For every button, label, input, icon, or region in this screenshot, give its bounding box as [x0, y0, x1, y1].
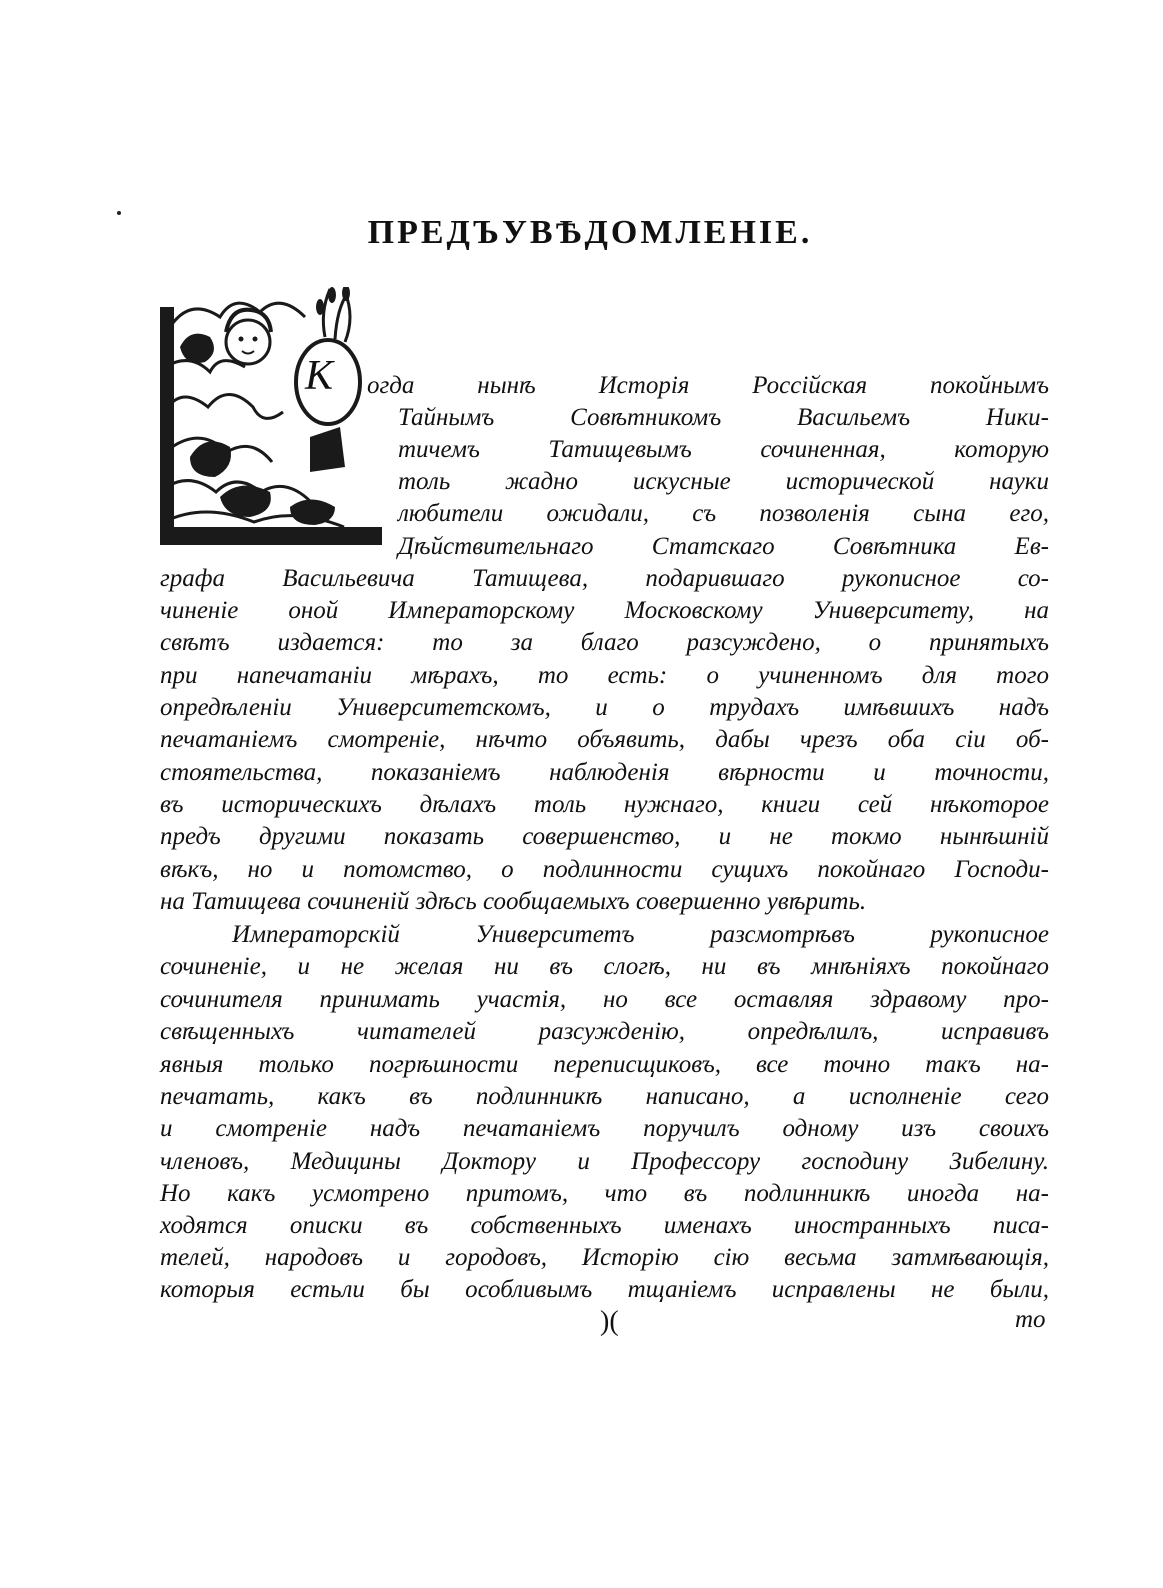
text-line: на Татищева сочиненій здѣсь сообщаемыхъ совершенно увѣрить.	[160, 888, 867, 915]
text-line: печатать, какъ въ подлинникѣ написано, а исполненіе сего	[160, 1083, 1049, 1110]
text-line: въ историческихъ дѣлахъ толь нужнаго, книги сей нѣкоторое	[160, 791, 1049, 818]
text-line: свѣтъ издается: то за благо разсуждено, о принятыхъ	[160, 629, 1049, 656]
text-line: графа Васильевича Татищева, подарившаго рукописное со-	[160, 565, 1049, 592]
text-line: Императорскій Университетъ разсмотрѣвъ рукописное	[232, 921, 1049, 948]
text-line: Тайнымъ Совѣтникомъ Васильемъ Ники-	[398, 404, 1049, 431]
text-line: толь жадно искусные исторической науки	[398, 468, 1049, 495]
text-line: огда нынѣ Исторія Россійская покойнымъ	[367, 372, 1049, 399]
text-line: при напечатаніи мѣрахъ, то есть: о учиненномъ для того	[160, 662, 1049, 689]
text-line: тичемъ Татищевымъ сочиненная, которую	[398, 436, 1049, 463]
text-line: любители ожидали, съ позволенія сына его,	[398, 500, 1049, 527]
text-line: предъ другими показать совершенство, и не токмо нынѣшній	[160, 823, 1049, 850]
text-line: членовъ, Медицины Доктору и Профессору господину Зибелину.	[160, 1148, 1049, 1175]
text-line: которыя естьли бы особливымъ тщаніемъ исправлены не были,	[160, 1276, 1049, 1303]
text-line: Дѣйствительнаго Статскаго Совѣтника Ев-	[398, 533, 1049, 560]
ornamental-initial-vignette	[160, 287, 382, 545]
text-line: печатаніемъ смотреніе, нѣчто объявить, дабы чрезъ оба сіи об-	[160, 726, 1049, 753]
signature-mark: )(	[600, 1306, 619, 1337]
catchword: то	[1015, 1306, 1046, 1333]
text-line: вѣкъ, но и потомство, о подлинности сущихъ покойнаго Господи-	[160, 856, 1049, 883]
text-line: свѣщенныхъ читателей разсужденію, опредѣлилъ, исправивъ	[160, 1018, 1049, 1045]
text-line: сочинителя принимать участія, но все оставляя здравому про-	[160, 986, 1049, 1013]
ink-speck	[117, 211, 121, 215]
text-line: сочиненіе, и не желая ни въ слогѣ, ни въ мнѣніяхъ покойнаго	[160, 953, 1049, 980]
text-line: стоятельства, показаніемъ наблюденія вѣрности и точности,	[160, 759, 1049, 786]
text-line: опредѣленіи Университетскомъ, и о трудахъ имѣвшихъ надъ	[160, 694, 1049, 721]
page-title: ПРЕДЪУВѢДОМЛЕНІЕ.	[367, 214, 813, 251]
text-line: ходятся описки въ собственныхъ именахъ иностранныхъ писа-	[160, 1212, 1049, 1239]
text-line: чиненіе оной Императорскому Московскому Университету, на	[160, 597, 1049, 624]
text-line: явныя только погрѣшности переписщиковъ, все точно такъ на-	[160, 1051, 1049, 1078]
text-line: телей, народовъ и городовъ, Исторію сію весьма затмѣвающія,	[160, 1244, 1049, 1271]
text-line: и смотреніе надъ печатаніемъ поручилъ одному изъ своихъ	[160, 1115, 1049, 1142]
drop-cap-letter: К	[305, 353, 333, 399]
text-line: Но какъ усмотрено притомъ, что въ подлинникѣ иногда на-	[160, 1180, 1049, 1207]
